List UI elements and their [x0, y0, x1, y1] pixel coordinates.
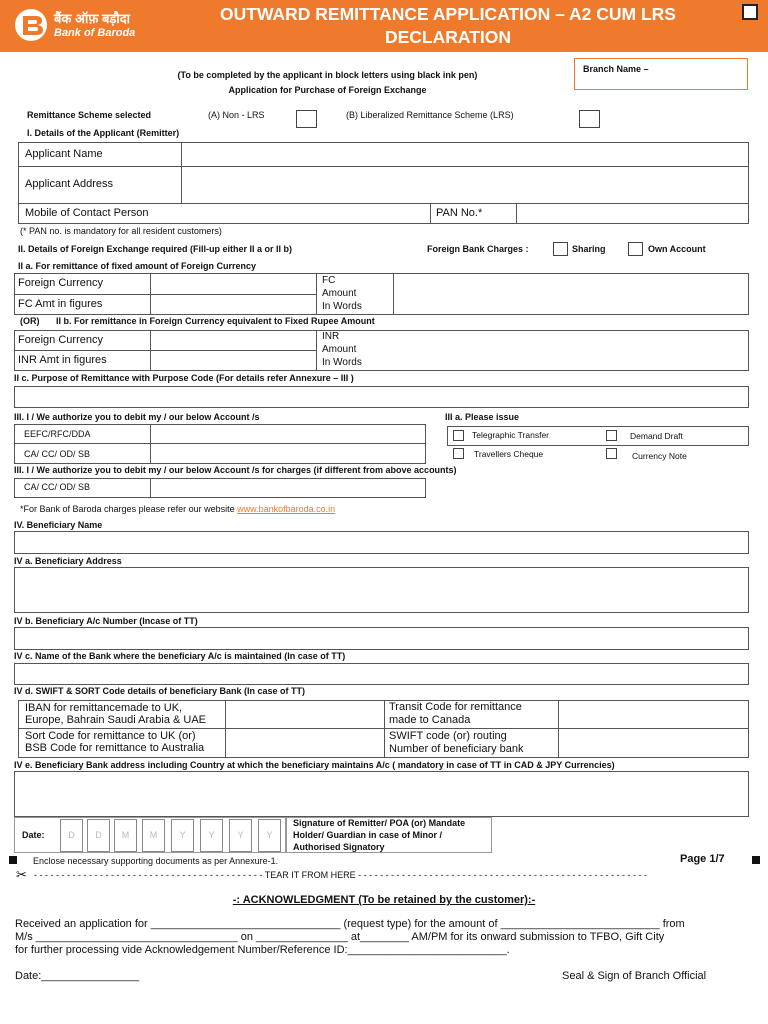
- beneficiary-address-title: IV a. Beneficiary Address: [14, 556, 122, 566]
- iban-label-2: Europe, Bahrain Saudi Arabia & UAE: [25, 714, 207, 726]
- page-number: Page 1/7: [680, 853, 725, 865]
- ack-title: -: ACKNOWLEDGMENT (To be retained by the customer):-: [232, 894, 536, 906]
- scheme-option-b-label: (B) Liberalized Remittance Scheme (LRS): [346, 110, 514, 120]
- ca2-field[interactable]: [152, 480, 424, 497]
- section4-title: IV. Beneficiary Name: [14, 520, 103, 530]
- date-cell-m2[interactable]: M: [142, 819, 165, 852]
- charges-sharing-label: Sharing: [572, 244, 606, 254]
- tt-label: Telegraphic Transfer: [472, 430, 550, 440]
- beneficiary-address-field[interactable]: [14, 567, 749, 613]
- scissors-icon: ✂: [16, 867, 27, 882]
- charges-own-account-checkbox[interactable]: [628, 242, 643, 256]
- inr-amt-field[interactable]: [152, 352, 315, 370]
- beneficiary-name-field[interactable]: [14, 531, 749, 554]
- ack-date: Date:________________: [15, 970, 140, 982]
- fc-words-label-2: Amount: [322, 288, 357, 299]
- bank-name: Bank of Baroda: [54, 27, 136, 39]
- dd-checkbox[interactable]: [606, 430, 617, 441]
- pan-note: (* PAN no. is mandatory for all resident customers): [20, 226, 222, 236]
- charges-account-title: III. I / We authorize you to debit my / our below Account /s for charges (if different from above accounts): [14, 465, 457, 475]
- section2c-title: II c. Purpose of Remittance with Purpose Code (For details refer Annexure – III ): [14, 373, 354, 383]
- dd-label: Demand Draft: [630, 431, 683, 441]
- scheme-option-a-label: (A) Non - LRS: [208, 110, 265, 120]
- swift-label-2: Number of beneficiary bank: [389, 743, 524, 755]
- signature-label-3: Authorised Signatory: [293, 842, 385, 852]
- transit-label-2: made to Canada: [389, 714, 471, 726]
- foreign-bank-charges-label: Foreign Bank Charges :: [427, 244, 529, 254]
- mobile-label: Mobile of Contact Person: [25, 207, 149, 219]
- transit-label-1: Transit Code for remittance: [389, 701, 522, 713]
- section2b-title: II b. For remittance in Foreign Currency equivalent to Fixed Rupee Amount: [56, 316, 375, 326]
- inr-amt-label: INR Amt in figures: [18, 354, 107, 366]
- fc-words-label-1: FC: [322, 275, 336, 286]
- form-title-line2: DECLARATION: [384, 27, 512, 47]
- instructions-line1: (To be completed by the applicant in block letters using black ink pen): [177, 70, 478, 80]
- section3-title: III. I / We authorize you to debit my / our below Account /s: [14, 412, 260, 422]
- date-cell-y2[interactable]: Y: [200, 819, 223, 852]
- tc-label: Travellers Cheque: [474, 449, 544, 459]
- date-label: Date:: [22, 830, 45, 840]
- fc-words-field[interactable]: [395, 275, 748, 314]
- section2-title: II. Details of Foreign Exchange required (Fill-up either II a or II b): [18, 244, 293, 254]
- tear-line: - - - - - - - - - - - - - - - - - - - - - - - - - - - - - - - - - - - - - - - - - - TEAR IT FROM HERE - - - - - - - - - - - - - - - - - - - - - - - - - - - - - - - - - - - - - - - - - - - - - - - - - - - - -: [34, 870, 647, 880]
- website-note-text: *For Bank of Baroda charges please refer our website: [20, 504, 238, 514]
- signature-field[interactable]: [494, 817, 749, 853]
- date-cell-d1[interactable]: D: [60, 819, 83, 852]
- fc2-field[interactable]: [152, 332, 315, 349]
- swift-field[interactable]: [560, 730, 748, 757]
- scheme-label: Remittance Scheme selected: [27, 110, 152, 120]
- inr-words-label-3: In Words: [322, 357, 362, 368]
- ack-seal: Seal & Sign of Branch Official: [562, 970, 707, 982]
- header-checkbox[interactable]: [742, 4, 758, 20]
- beneficiary-bank-title: IV c. Name of the Bank where the beneficiary A/c is maintained (In case of TT): [14, 651, 346, 661]
- date-cell-y3[interactable]: Y: [229, 819, 252, 852]
- fc-label: Foreign Currency: [18, 277, 103, 289]
- applicant-address-label: Applicant Address: [25, 178, 114, 190]
- beneficiary-account-title: IV b. Beneficiary A/c Number (Incase of TT): [14, 616, 198, 626]
- beneficiary-account-field[interactable]: [14, 627, 749, 650]
- charges-sharing-checkbox[interactable]: [553, 242, 568, 256]
- or-label: (OR): [20, 316, 40, 326]
- section1-title: I. Details of the Applicant (Remitter): [27, 128, 180, 138]
- beneficiary-bank-address-field[interactable]: [14, 771, 749, 817]
- cn-checkbox[interactable]: [606, 448, 617, 459]
- bank-logo: [14, 8, 48, 42]
- applicant-name-field[interactable]: [183, 144, 747, 165]
- fc-amt-field[interactable]: [152, 296, 315, 314]
- please-issue-title: III a. Please issue: [445, 412, 520, 422]
- website-link[interactable]: www.bankofbaroda.co.in: [237, 504, 336, 514]
- applicant-name-label: Applicant Name: [25, 148, 103, 160]
- date-cell-m1[interactable]: M: [114, 819, 137, 852]
- swift-sort-title: IV d. SWIFT & SORT Code details of beneficiary Bank (In case of TT): [14, 686, 306, 696]
- branch-name-label: Branch Name –: [583, 64, 649, 74]
- instructions-line2: Application for Purchase of Foreign Exchange: [228, 85, 427, 95]
- transit-field[interactable]: [560, 702, 748, 727]
- signature-label-1: Signature of Remitter/ POA (or) Mandate: [293, 818, 466, 828]
- ca2-label: CA/ CC/ OD/ SB: [24, 482, 91, 492]
- iban-field[interactable]: [227, 702, 383, 727]
- enclose-note: Enclose necessary supporting documents as per Annexure-1.: [33, 856, 279, 866]
- section2a-title: II a. For remittance of fixed amount of Foreign Currency: [18, 261, 257, 271]
- purpose-field[interactable]: [14, 386, 749, 408]
- inr-words-field[interactable]: [318, 332, 748, 370]
- bank-name-hindi: बैंक ऑफ़ बड़ौदा: [54, 11, 130, 26]
- fc-amt-label: FC Amt in figures: [18, 298, 103, 310]
- pan-field[interactable]: [518, 205, 748, 223]
- date-cell-y4[interactable]: Y: [258, 819, 281, 852]
- inr-words-label-1: INR: [322, 331, 340, 342]
- sort-label-2: BSB Code for remittance to Australia: [25, 742, 205, 754]
- ack-line2: M/s _________________________________ on _______________ at________ AM/PM for its onward submission to TFBO, Gift City: [15, 931, 665, 943]
- fc2-label: Foreign Currency: [18, 334, 103, 346]
- applicant-address-field[interactable]: [183, 168, 747, 202]
- beneficiary-bank-address-title: IV e. Beneficiary Bank address including Country at which the beneficiary maintains A/c ( mandatory in case of TT in CAD & JPY Currencies): [14, 760, 615, 770]
- eefc-label: EEFC/RFC/DDA: [24, 429, 91, 439]
- ack-line1: Received an application for _______________________________ (request type) for the amount of __________________________ from: [15, 918, 685, 930]
- fc-words-label-3: In Words: [322, 301, 362, 312]
- pan-label: PAN No.*: [436, 207, 483, 219]
- mobile-field[interactable]: [183, 205, 429, 223]
- tc-checkbox[interactable]: [453, 448, 464, 459]
- eefc-field[interactable]: [152, 426, 424, 442]
- date-cell-d2[interactable]: D: [87, 819, 110, 852]
- form-title-line1: OUTWARD REMITTANCE APPLICATION – A2 CUM LRS: [220, 4, 676, 24]
- scheme-option-a-checkbox[interactable]: [296, 110, 317, 128]
- scheme-option-b-checkbox[interactable]: [579, 110, 600, 128]
- iban-label-1: IBAN for remittancemade to UK,: [25, 702, 183, 714]
- signature-label-2: Holder/ Guardian in case of Minor /: [293, 830, 443, 840]
- swift-label-1: SWIFT code (or) routing: [389, 730, 507, 742]
- ack-line3: for further processing vide Acknowledgement Number/Reference ID:__________________________.: [15, 944, 510, 956]
- corner-marker-left: [9, 856, 17, 864]
- sort-field[interactable]: [227, 730, 383, 757]
- corner-marker-right: [752, 856, 760, 864]
- cn-label: Currency Note: [632, 451, 687, 461]
- tt-checkbox[interactable]: [453, 430, 464, 441]
- ca-label: CA/ CC/ OD/ SB: [24, 449, 91, 459]
- fc-field[interactable]: [152, 275, 315, 293]
- inr-words-label-2: Amount: [322, 344, 357, 355]
- charges-own-account-label: Own Account: [648, 244, 706, 254]
- ca-field[interactable]: [152, 445, 424, 463]
- website-note: [20, 504, 335, 514]
- date-cell-y1[interactable]: Y: [171, 819, 194, 852]
- beneficiary-bank-field[interactable]: [14, 663, 749, 685]
- sort-label-1: Sort Code for remittance to UK (or): [25, 730, 196, 742]
